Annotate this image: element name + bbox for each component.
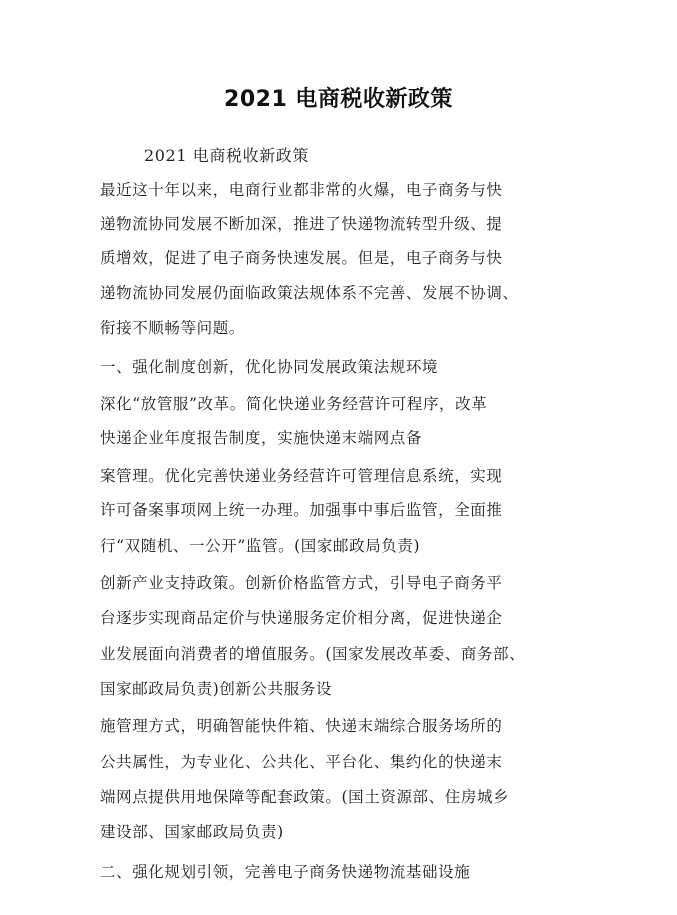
paragraph-line: 行“双随机、一公开”监管。(国家邮政局负责) [100,537,421,555]
paragraph-line: 端网点提供用地保障等配套政策。(国土资源部、住房城乡 [100,788,510,806]
paragraph-line: 创新产业支持政策。创新价格监管方式，引导电子商务平 [100,574,503,592]
paragraph-line: 深化“放管服”改革。简化快递业务经营许可程序，改革 [100,395,488,413]
page-title: 2021 电商税收新政策 [224,87,453,112]
paragraph-line: 建设部、国家邮政局负责) [100,823,284,841]
paragraph-line: 最近这十年以来，电商行业都非常的火爆，电子商务与快 [100,181,503,199]
paragraph-line: 衔接不顺畅等问题。 [100,319,245,337]
paragraph-line: 快递企业年度报告制度，实施快递末端网点备 [100,429,423,447]
paragraph-line: 递物流协同发展不断加深，推进了快递物流转型升级、提 [100,215,503,233]
paragraph-line: 递物流协同发展仍面临政策法规体系不完善、发展不协调、 [100,284,519,302]
paragraph-line: 业发展面向消费者的增值服务。(国家发展改革委、商务部、 [100,645,526,663]
paragraph-line: 台逐步实现商品定价与快递服务定价相分离，促进快递企 [100,609,503,627]
paragraph-line: 案管理。优化完善快递业务经营许可管理信息系统，实现 [100,467,503,485]
paragraph-line: 质增效，促进了电子商务快速发展。但是，电子商务与快 [100,249,503,267]
section-heading-1: 一、强化制度创新，优化协同发展政策法规环境 [100,358,439,376]
paragraph-line: 国家邮政局负责)创新公共服务设 [100,680,333,698]
paragraph-line: 许可备案事项网上统一办理。加强事中事后监管，全面推 [100,501,503,519]
section-heading-2: 二、强化规划引领，完善电子商务快递物流基础设施 [100,863,471,881]
paragraph-line: 施管理方式，明确智能快件箱、快递末端综合服务场所的 [100,717,503,735]
paragraph-line: 公共属性，为专业化、公共化、平台化、集约化的快递末 [100,753,503,771]
document-subtitle: 2021 电商税收新政策 [144,146,310,165]
